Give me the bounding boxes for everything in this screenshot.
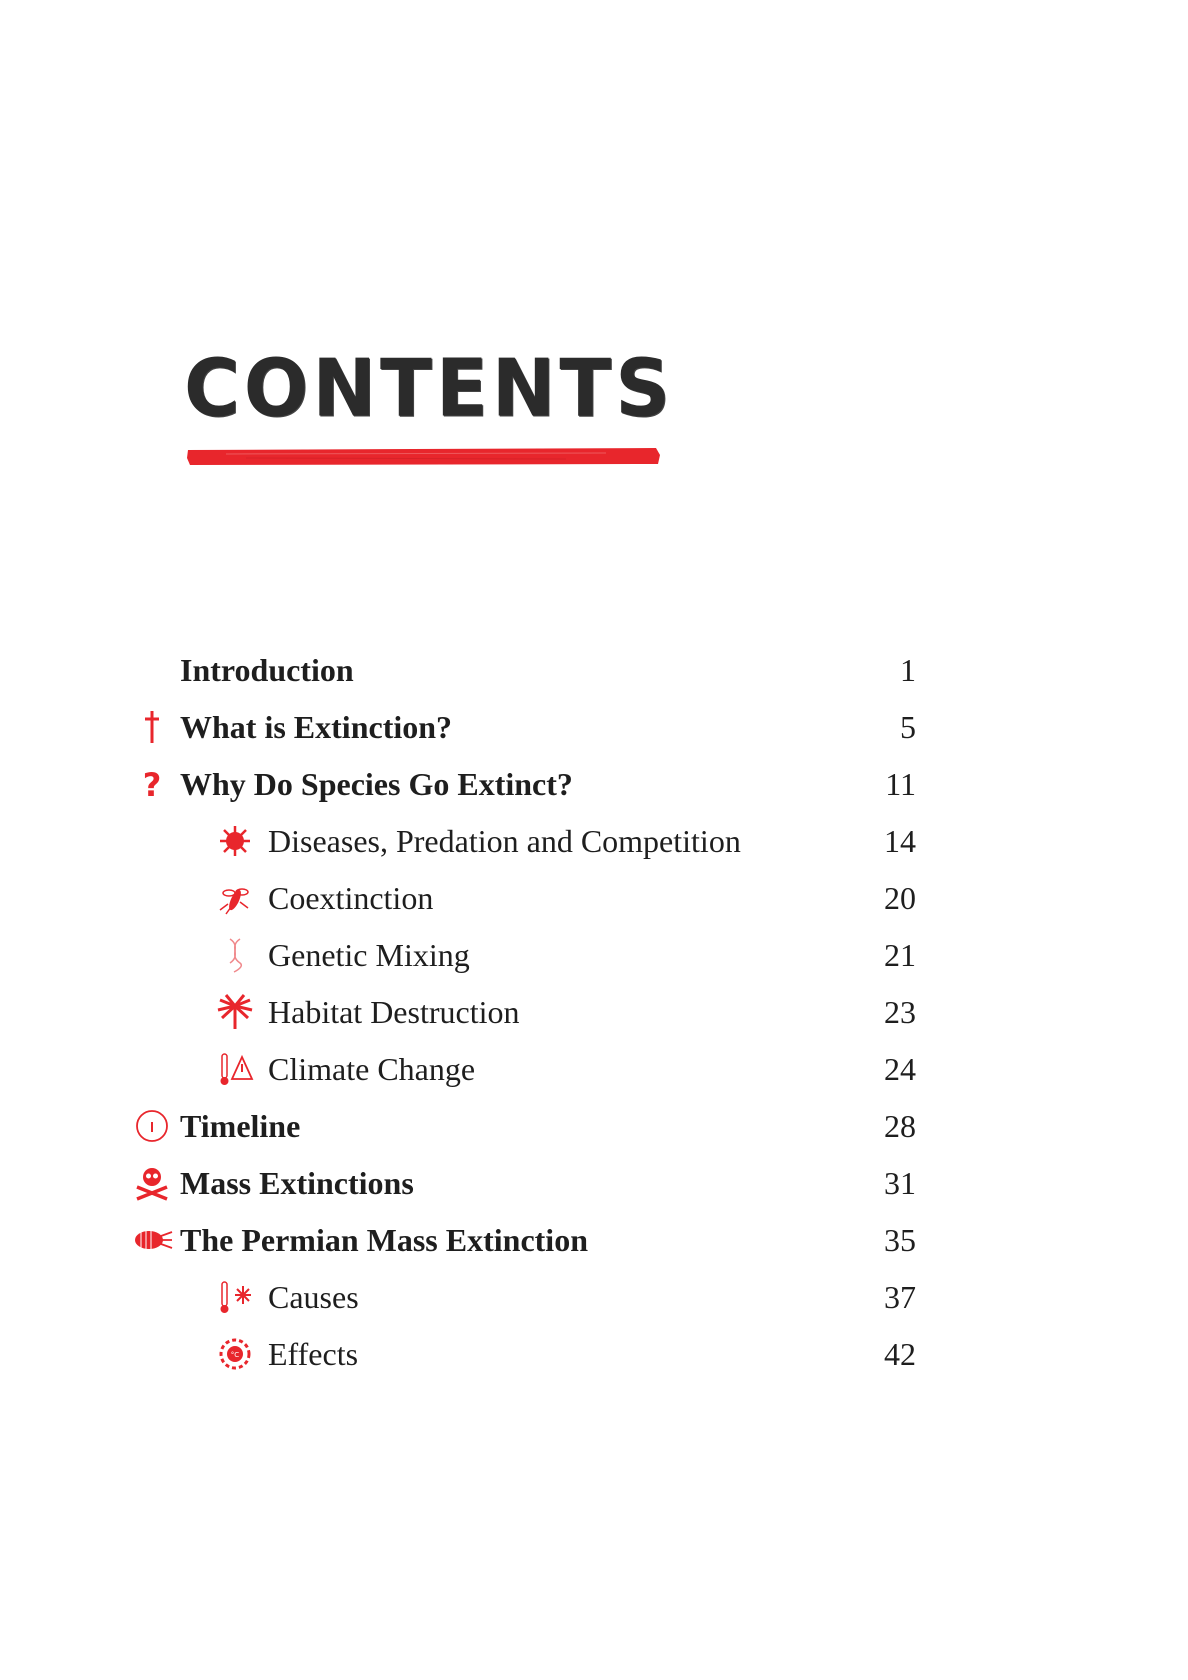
- toc-entry-page-number: 1: [900, 652, 916, 688]
- toc-entry-title: The Permian Mass Extinction: [180, 1222, 588, 1258]
- toc-entry: [0, 1277, 1188, 1317]
- toc-entry-title: Climate Change: [268, 1051, 476, 1087]
- thermometer-warning-icon: [214, 1051, 256, 1087]
- toc-entry-page-number: 11: [885, 766, 916, 802]
- toc-entry-page-number: 20: [884, 880, 916, 916]
- toc-entry: [0, 878, 1188, 918]
- trilobite-icon: [131, 1222, 173, 1258]
- palm-tree-icon: [214, 994, 256, 1030]
- toc-entry-title: Timeline: [180, 1108, 301, 1144]
- toc-entry: [0, 764, 1188, 804]
- toc-entry-page-number: 35: [884, 1222, 916, 1258]
- insect-icon: [214, 880, 256, 916]
- toc-entry-page-number: 42: [884, 1336, 916, 1372]
- toc-entry-page-number: 24: [884, 1051, 916, 1087]
- toc-entry-page-number: 28: [884, 1108, 916, 1144]
- toc-entry-page-number: 37: [884, 1279, 916, 1315]
- toc-entry: [0, 1334, 1188, 1374]
- toc-entry: [0, 650, 1188, 690]
- toc-entry-page-number: 23: [884, 994, 916, 1030]
- toc-entry: [0, 1163, 1188, 1203]
- toc-entry-title: Mass Extinctions: [180, 1165, 414, 1201]
- svg-text:?: ?: [142, 766, 162, 802]
- toc-entry-title: Diseases, Predation and Competition: [268, 823, 741, 859]
- skull-crossbones-icon: [131, 1165, 173, 1201]
- virus-icon: [214, 823, 256, 859]
- toc-entry-title: Genetic Mixing: [268, 937, 470, 973]
- toc-entry-title: Coextinction: [268, 880, 434, 916]
- toc-entry-title: Causes: [268, 1279, 359, 1315]
- toc-entry: [0, 992, 1188, 1032]
- toc-entry-title: Introduction: [180, 652, 354, 688]
- toc-entry-page-number: 31: [884, 1165, 916, 1201]
- clock-icon: [131, 1108, 173, 1144]
- thermometer-snowflake-icon: [214, 1279, 256, 1315]
- dna-icon: [214, 937, 256, 973]
- toc-entry-title: Why Do Species Go Extinct?: [180, 766, 573, 802]
- toc-entry-title: Effects: [268, 1336, 359, 1372]
- toc-entry-page-number: 14: [884, 823, 916, 859]
- toc-entry: [0, 1220, 1188, 1260]
- toc-entry: [0, 821, 1188, 861]
- toc-entry: [0, 935, 1188, 975]
- toc-entry: [0, 707, 1188, 747]
- contents-heading: CONTENTS: [184, 340, 674, 435]
- svg-text:°C: °C: [230, 1351, 240, 1359]
- toc-entry-title: What is Extinction?: [180, 709, 453, 745]
- sun-burst-icon: [214, 1336, 256, 1372]
- question-mark-icon: [131, 766, 173, 802]
- toc-entry-page-number: 5: [900, 709, 916, 745]
- dagger-icon: [131, 709, 173, 745]
- toc-entry: [0, 1049, 1188, 1089]
- toc-entry-page-number: 21: [884, 937, 916, 973]
- toc-entry-title: Habitat Destruction: [268, 994, 520, 1030]
- toc-entry: [0, 1106, 1188, 1146]
